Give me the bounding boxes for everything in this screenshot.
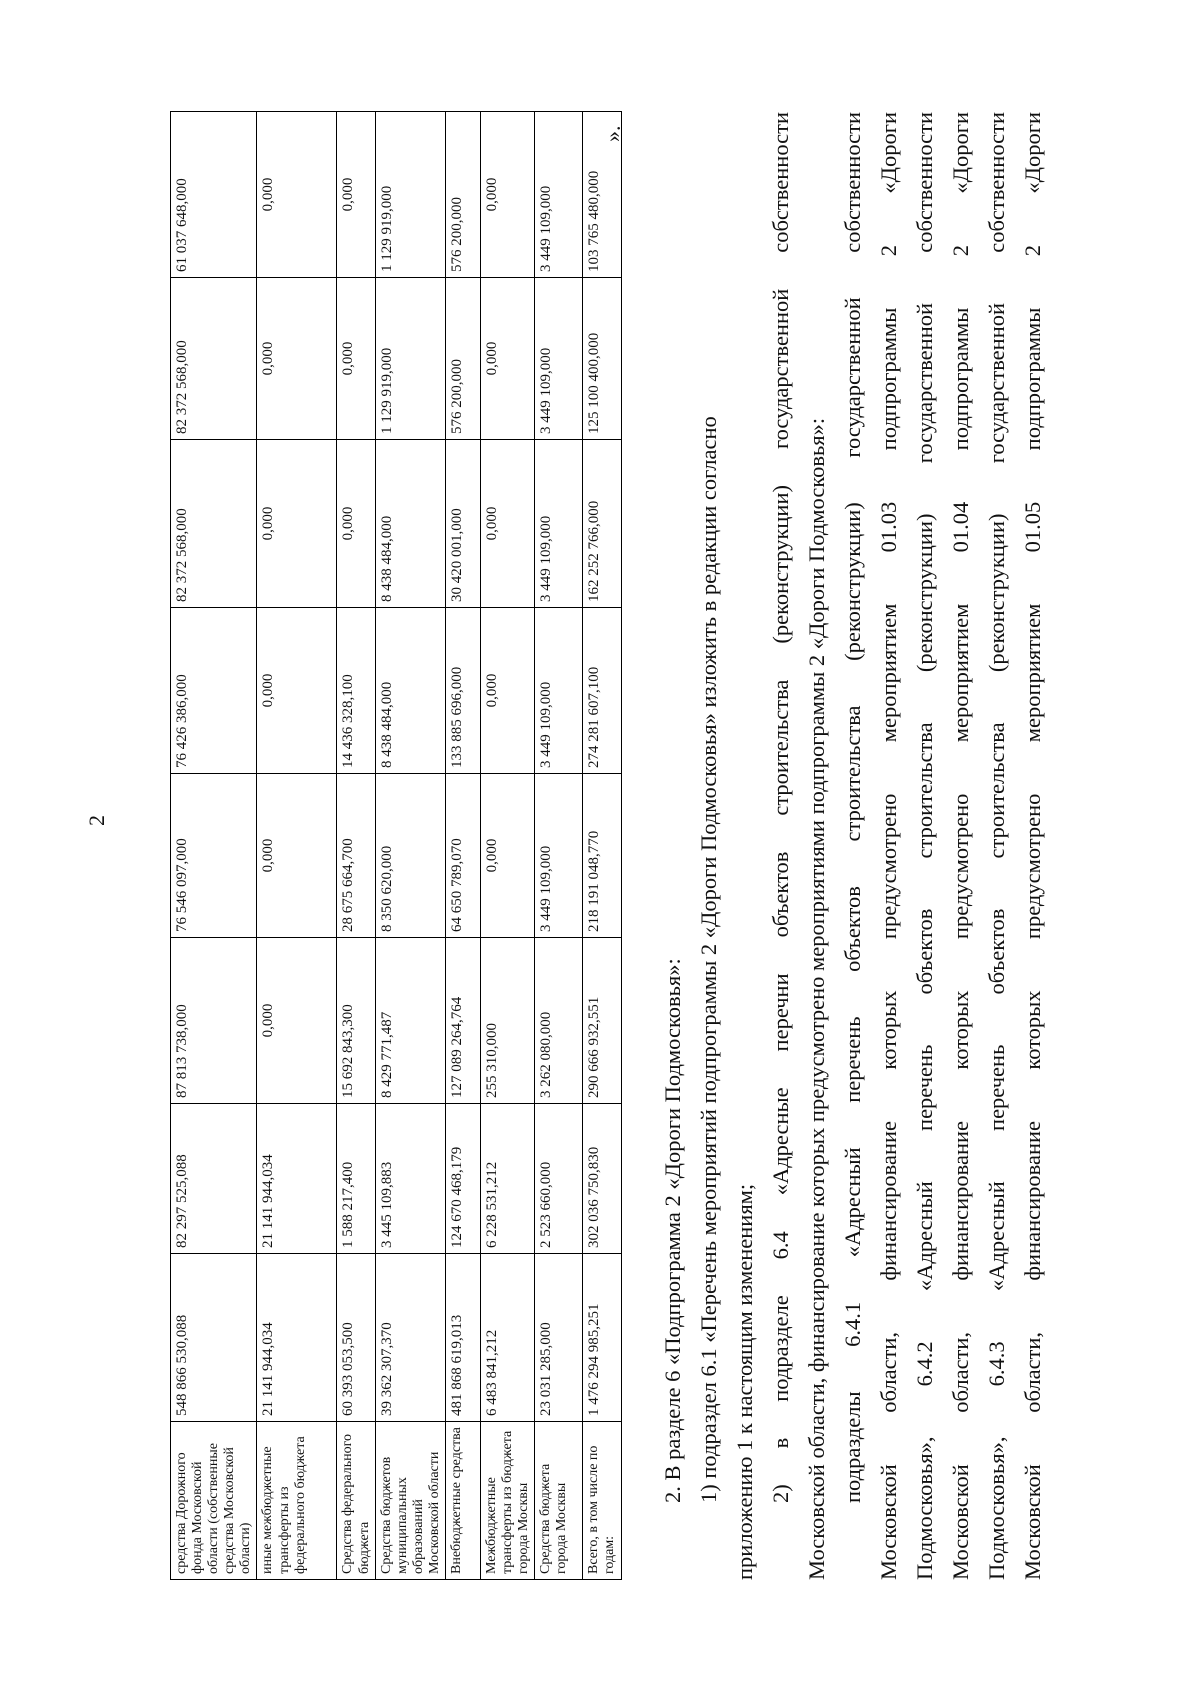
table-cell: 3 449 109,000 bbox=[535, 440, 583, 608]
paragraph-item-1: 1) подраздел 6.1 «Перечень мероприятий подпрограммы 2 «Дороги Подмосковья» изложить в редакции согласно bbox=[696, 416, 721, 1503]
table-cell: 1 129 919,000 bbox=[375, 278, 445, 440]
paragraph-line: Московской области, финансирование которых предусмотрено мероприятиями подпрограммы 2 «Дороги Подмосковья»: bbox=[804, 417, 829, 1580]
table-cell: 0,000 bbox=[337, 278, 375, 440]
closing-quote: ». bbox=[600, 125, 625, 142]
table-cell: 1 476 294 985,251 bbox=[583, 1254, 621, 1422]
paragraph-line: Московской области, финансирование которых предусмотрено мероприятием 01.05 подпрограммы 2 «Дороги bbox=[1020, 112, 1045, 1580]
table-cell: 23 031 285,000 bbox=[535, 1254, 583, 1422]
table-cell: 0,000 bbox=[257, 440, 337, 608]
document-body bbox=[655, 112, 1051, 1580]
table-row bbox=[171, 112, 257, 1580]
table-cell: 133 885 696,000 bbox=[446, 608, 481, 774]
row-label: иные межбюджетные трансферты из федерального бюджета bbox=[257, 1422, 337, 1580]
table-cell: 0,000 bbox=[481, 774, 535, 938]
table-cell: 6 483 841,212 bbox=[481, 1254, 535, 1422]
table-cell: 15 692 843,300 bbox=[337, 938, 375, 1104]
table-cell: 0,000 bbox=[481, 440, 535, 608]
table-cell: 21 141 944,034 bbox=[257, 1254, 337, 1422]
table-cell: 8 438 484,000 bbox=[375, 608, 445, 774]
table-cell: 60 393 053,500 bbox=[337, 1254, 375, 1422]
paragraph-subsections: подразделы 6.4.1 «Адресный перечень объектов строительства (реконструкции) государственной собственности bbox=[840, 112, 865, 1503]
table-row bbox=[375, 112, 445, 1580]
paragraph-line: Московской области, финансирование которых предусмотрено мероприятием 01.03 подпрограммы 2 «Дороги bbox=[876, 112, 901, 1580]
table-cell: 3 262 080,000 bbox=[535, 938, 583, 1104]
table-cell: 0,000 bbox=[481, 278, 535, 440]
table-cell: 125 100 400,000 bbox=[583, 278, 621, 440]
table-cell: 0,000 bbox=[257, 112, 337, 278]
table-cell: 218 191 048,770 bbox=[583, 774, 621, 938]
table-row bbox=[337, 112, 375, 1580]
table-cell: 6 228 531,212 bbox=[481, 1104, 535, 1254]
table-cell: 21 141 944,034 bbox=[257, 1104, 337, 1254]
table-cell: 3 449 109,000 bbox=[535, 608, 583, 774]
table-cell: 1 129 919,000 bbox=[375, 112, 445, 278]
table-cell: 1 588 217,400 bbox=[337, 1104, 375, 1254]
table-cell: 0,000 bbox=[481, 608, 535, 774]
table-cell: 64 650 789,070 bbox=[446, 774, 481, 938]
table-cell: 124 670 468,179 bbox=[446, 1104, 481, 1254]
row-label: Средства федерального бюджета bbox=[337, 1422, 375, 1580]
table-cell: 302 036 750,830 bbox=[583, 1104, 621, 1254]
table-cell: 0,000 bbox=[257, 774, 337, 938]
table-cell: 255 310,000 bbox=[481, 938, 535, 1104]
table-cell: 162 252 766,000 bbox=[583, 440, 621, 608]
row-label: Средства бюджетов муниципальных образований Московской области bbox=[375, 1422, 445, 1580]
table-cell: 82 372 568,000 bbox=[171, 440, 257, 608]
table-cell: 76 426 386,000 bbox=[171, 608, 257, 774]
table-cell: 0,000 bbox=[257, 608, 337, 774]
table-row bbox=[481, 112, 535, 1580]
table-cell: 61 037 648,000 bbox=[171, 112, 257, 278]
table-cell: 481 868 619,013 bbox=[446, 1254, 481, 1422]
table-cell: 82 372 568,000 bbox=[171, 278, 257, 440]
table-cell: 3 445 109,883 bbox=[375, 1104, 445, 1254]
table-cell: 576 200,000 bbox=[446, 278, 481, 440]
paragraph-line: Московской области, финансирование которых предусмотрено мероприятием 01.04 подпрограммы 2 «Дороги bbox=[948, 112, 973, 1580]
paragraph-line: Подмосковья», 6.4.2 «Адресный перечень объектов строительства (реконструкции) государственной собственности bbox=[912, 112, 937, 1580]
row-label: Внебюджетные средства bbox=[446, 1422, 481, 1580]
table-row bbox=[446, 112, 481, 1580]
table-cell: 8 429 771,487 bbox=[375, 938, 445, 1104]
table-cell: 290 666 932,551 bbox=[583, 938, 621, 1104]
paragraph-line: приложению 1 к настоящим изменениям; bbox=[732, 1183, 757, 1580]
table-cell: 3 449 109,000 bbox=[535, 774, 583, 938]
table-cell: 8 438 484,000 bbox=[375, 440, 445, 608]
budget-table bbox=[170, 111, 622, 1580]
table-cell: 0,000 bbox=[337, 112, 375, 278]
table-cell: 0,000 bbox=[257, 938, 337, 1104]
table-row-total bbox=[583, 112, 621, 1580]
table-cell: 3 449 109,000 bbox=[535, 112, 583, 278]
row-label: средства Дорожного фонда Московской области (собственные средства Московской области) bbox=[171, 1422, 257, 1580]
row-label: Средства бюджета города Москвы bbox=[535, 1422, 583, 1580]
table-cell: 3 449 109,000 bbox=[535, 278, 583, 440]
table-cell: 8 350 620,000 bbox=[375, 774, 445, 938]
table-cell: 274 281 607,100 bbox=[583, 608, 621, 774]
table-cell: 30 420 001,000 bbox=[446, 440, 481, 608]
table-cell: 127 089 264,764 bbox=[446, 938, 481, 1104]
table-cell: 82 297 525,088 bbox=[171, 1104, 257, 1254]
page-number: 2 bbox=[84, 815, 109, 826]
table-cell: 2 523 660,000 bbox=[535, 1104, 583, 1254]
table-cell: 0,000 bbox=[481, 112, 535, 278]
paragraph-item-2: 2) в подразделе 6.4 «Адресные перечни объектов строительства (реконструкции) государственной собственности bbox=[768, 112, 793, 1503]
table-cell: 0,000 bbox=[257, 278, 337, 440]
table-cell: 76 546 097,000 bbox=[171, 774, 257, 938]
table-cell: 576 200,000 bbox=[446, 112, 481, 278]
table-cell: 103 765 480,000 bbox=[583, 112, 621, 278]
table-cell: 28 675 664,700 bbox=[337, 774, 375, 938]
table-cell: 87 813 738,000 bbox=[171, 938, 257, 1104]
row-label: Межбюджетные трансферты из бюджета города Москвы bbox=[481, 1422, 535, 1580]
row-label: Всего, в том числе по годам: bbox=[583, 1422, 621, 1580]
table-row bbox=[535, 112, 583, 1580]
table-cell: 0,000 bbox=[337, 440, 375, 608]
table-cell: 39 362 307,370 bbox=[375, 1254, 445, 1422]
table-cell: 548 866 530,088 bbox=[171, 1254, 257, 1422]
paragraph-section-2: 2. В разделе 6 «Подпрограмма 2 «Дороги Подмосковья»: bbox=[660, 958, 685, 1503]
table-row bbox=[257, 112, 337, 1580]
table-cell: 14 436 328,100 bbox=[337, 608, 375, 774]
paragraph-line: Подмосковья», 6.4.3 «Адресный перечень объектов строительства (реконструкции) государственной собственности bbox=[984, 112, 1009, 1580]
